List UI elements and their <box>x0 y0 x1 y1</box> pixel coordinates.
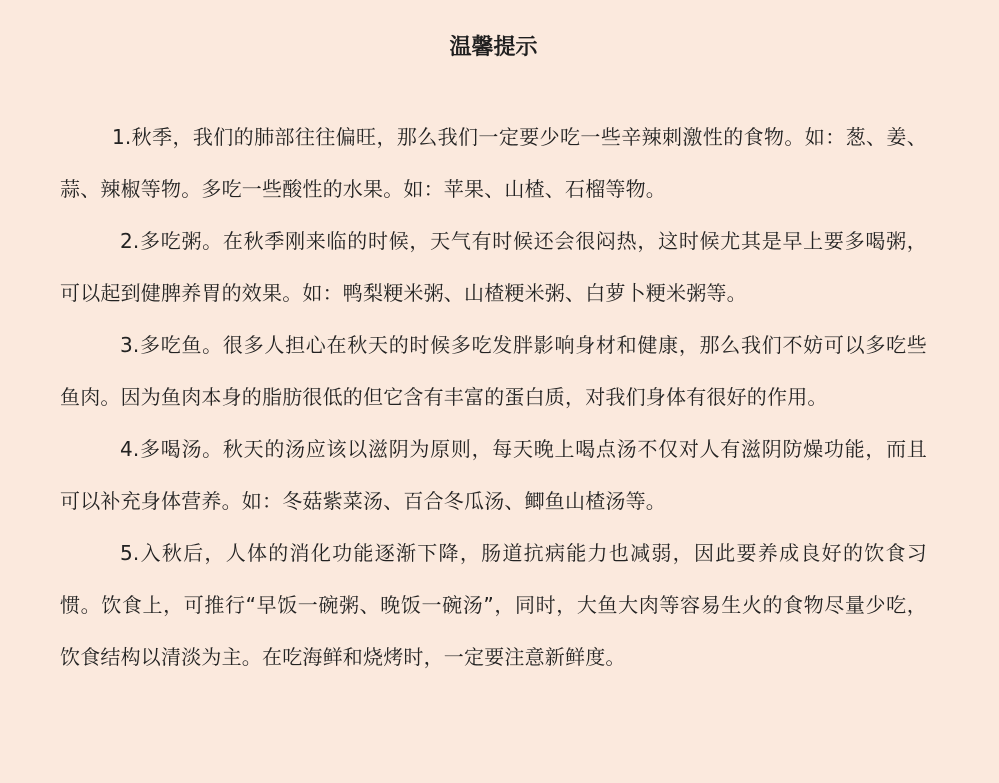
tip-paragraph-4: 4.多喝汤。秋天的汤应该以滋阴为原则，每天晚上喝点汤不仅对人有滋阴防燥功能，而且可以补充身体营养。如：冬菇紫菜汤、百合冬瓜汤、鲫鱼山楂汤等。 <box>60 437 927 513</box>
tips-list <box>60 111 927 683</box>
page-title: 温馨提示 <box>449 35 538 60</box>
tip-paragraph-5: 5.入秋后，人体的消化功能逐渐下降，肠道抗病能力也减弱，因此要养成良好的饮食习惯。饮食上，可推行“早饭一碗粥、晚饭一碗汤”，同时，大鱼大肉等容易生火的食物尽量少吃，饮食结构以清淡为主。在吃海鲜和烧烤时，一定要注意新鲜度。 <box>60 541 927 669</box>
tip-paragraph-1: 1.秋季，我们的肺部往往偏旺，那么我们一定要少吃一些辛辣刺激性的食物。如：葱、姜、蒜、辣椒等物。多吃一些酸性的水果。如：苹果、山楂、石榴等物。 <box>60 125 927 201</box>
tip-paragraph-3: 3.多吃鱼。很多人担心在秋天的时候多吃发胖影响身材和健康，那么我们不妨可以多吃些鱼肉。因为鱼肉本身的脂肪很低的但它含有丰富的蛋白质，对我们身体有很好的作用。 <box>60 333 927 409</box>
tip-paragraph-2: 2.多吃粥。在秋季刚来临的时候，天气有时候还会很闷热，这时候尤其是早上要多喝粥，可以起到健脾养胃的效果。如：鸭梨粳米粥、山楂粳米粥、白萝卜粳米粥等。 <box>60 229 927 305</box>
